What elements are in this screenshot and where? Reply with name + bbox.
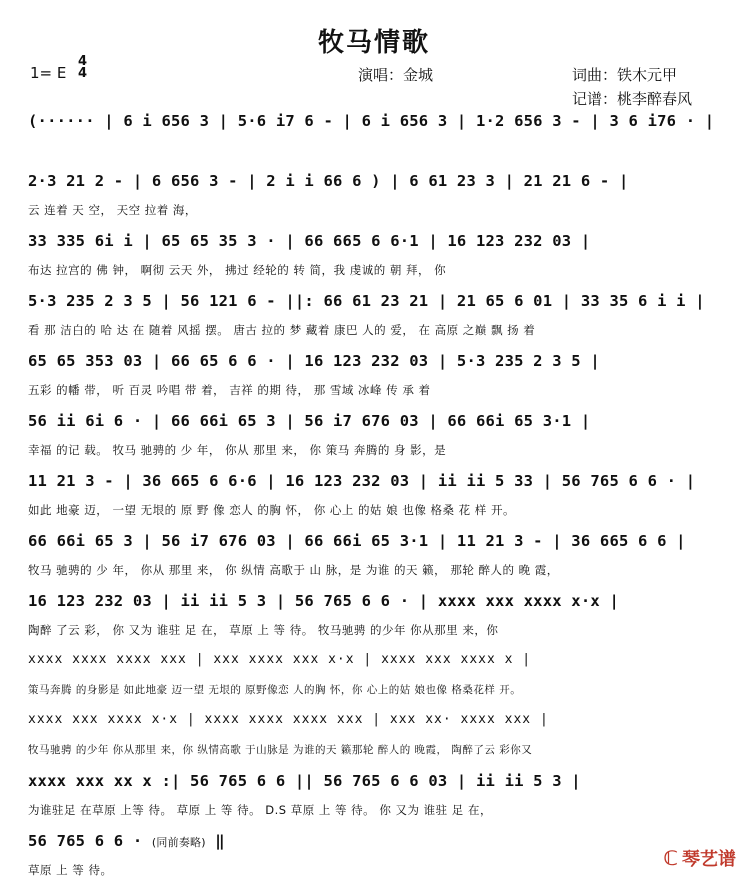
score-line xyxy=(28,768,728,828)
notation-row: 56 ii 6i 6 · | 66 66i 65 3 | 56 i7 676 03 | 66 66i 65 3·1 | xyxy=(28,412,591,430)
notation-row: xxxx xxx xxxx x·x | xxxx xxxx xxxx xxx | xxx xx· xxxx xxx | xyxy=(28,712,549,727)
notation-row: 66 66i 65 3 | 56 i7 676 03 | 66 66i 65 3·1 | 11 21 3 - | 36 665 6 6 | xyxy=(28,532,686,550)
music-logo-icon: ℂ xyxy=(663,846,678,870)
lyrics-row: 布达 拉宫的 佛 钟， 啊彻 云天 外， 拂过 经轮的 转 简，我 虔诚的 朝 拜， 你 xyxy=(28,263,447,277)
key-signature: 1= E xyxy=(30,64,67,82)
song-title: 牧马情歌 xyxy=(317,28,430,58)
notation-row: (······ | 6 i 656 3 | 5·6 i7 6 - | 6 i 656 3 | 1·2 656 3 - | 3 6 i76 · | xyxy=(28,112,715,130)
time-numerator: 4 xyxy=(78,54,88,69)
intro-omitted-note: (同前奏略) xyxy=(151,836,206,849)
score-line xyxy=(28,648,728,708)
notation-row: xxxx xxxx xxxx xxx | xxx xxxx xxx x·x | xxxx xxx xxxx x | xyxy=(28,652,532,667)
score-line xyxy=(28,708,728,768)
score-line xyxy=(28,588,728,648)
singer-credit: 演唱：金城 xyxy=(358,66,434,84)
notation-row: 33 335 6i i | 65 65 35 3 · | 66 665 6 6·1 | 16 123 232 03 | xyxy=(28,232,591,250)
time-denominator: 4 xyxy=(78,66,88,81)
score-line xyxy=(28,288,728,348)
score-line xyxy=(28,528,728,588)
lyrics-row: 牧马驰骋 的少年 你从那里 来，你 纵情高歌 于山脉是 为谁的天 籁那轮 醉人的 晚霞， 陶醉了云 彩你又 xyxy=(28,744,533,756)
lyrics-row: 五彩 的幡 带， 听 百灵 吟唱 带 着， 吉祥 的期 待， 那 雪域 冰峰 传 承 着 xyxy=(28,383,431,397)
score-line xyxy=(28,108,728,168)
lyrics-row: 云 连着 天 空， 天空 拉着 海， xyxy=(28,203,197,217)
brand-name: 琴艺谱 xyxy=(682,849,736,870)
final-barline: ‖ xyxy=(215,832,225,850)
score-line xyxy=(28,168,728,228)
score-line xyxy=(28,468,728,528)
notation-row: 2·3 21 2 - | 6 656 3 - | 2 i i 66 6 ) | 6 61 23 3 | 21 21 6 - | xyxy=(28,172,629,190)
notation-row: 16 123 232 03 | ii ii 5 3 | 56 765 6 6 · | xxxx xxx xxxx x·x | xyxy=(28,592,619,610)
composer-credit: 词曲：铁木元甲 xyxy=(572,66,678,84)
notation-row: 11 21 3 - | 36 665 6 6·6 | 16 123 232 03 | ii ii 5 33 | 56 765 6 6 · | xyxy=(28,472,696,490)
notation-row xyxy=(28,832,728,850)
lyrics-row: 草原 上 等 待。 xyxy=(28,863,113,877)
brand-logo xyxy=(663,845,736,871)
score-line xyxy=(28,348,728,408)
notation-row: xxxx xxx xx x :| 56 765 6 6 || 56 765 6 6 03 | ii ii 5 3 | xyxy=(28,772,581,790)
score-line xyxy=(28,228,728,288)
lyrics-row: 牧马 驰骋的 少 年， 你从 那里 来， 你 纵情 高歌于 山 脉，是 为谁 的天 籁， 那轮 醉人的 晚 霞， xyxy=(28,563,559,577)
transcriber-credit: 记谱：桃李醉春风 xyxy=(572,90,693,108)
notation-row: 5·3 235 2 3 5 | 56 121 6 - ||: 66 61 23 21 | 21 65 6 01 | 33 35 6 i i | xyxy=(28,292,705,310)
score-line xyxy=(28,828,728,888)
lyrics-row: 幸福 的记 载。 牧马 驰骋的 少 年， 你从 那里 来， 你 策马 奔腾的 身 影，是 xyxy=(28,443,447,457)
lyrics-row: 看 那 洁白的 哈 达 在 随着 风摇 摆。 唐古 拉的 梦 藏着 康巴 人的 爱， 在 高原 之巅 飘 扬 着 xyxy=(28,323,536,337)
final-phrase: 56 765 6 6 · xyxy=(28,832,152,850)
lyrics-row: 为谁驻足 在草原 上等 待。 草原 上 等 待。 D.S 草原 上 等 待。 你 又为 谁驻 足 在， xyxy=(28,803,492,817)
lyrics-row: 策马奔腾 的身影是 如此地豪 迈一望 无垠的 原野像恋 人的胸 怀，你 心上的姑 娘也像 格桑花样 开。 xyxy=(28,684,522,696)
score-body xyxy=(28,108,728,888)
time-signature xyxy=(78,56,87,80)
lyrics-row: 陶醉 了云 彩， 你 又为 谁驻 足 在， 草原 上 等 待。 牧马驰骋 的少年 你从那里 来，你 xyxy=(28,623,499,637)
lyrics-row: 如此 地豪 迈， 一望 无垠的 原 野 像 恋人 的胸 怀， 你 心上 的姑 娘 也像 格桑 花 样 开。 xyxy=(28,503,515,517)
score-line xyxy=(28,408,728,468)
notation-row: 65 65 353 03 | 66 65 6 6 · | 16 123 232 03 | 5·3 235 2 3 5 | xyxy=(28,352,600,370)
